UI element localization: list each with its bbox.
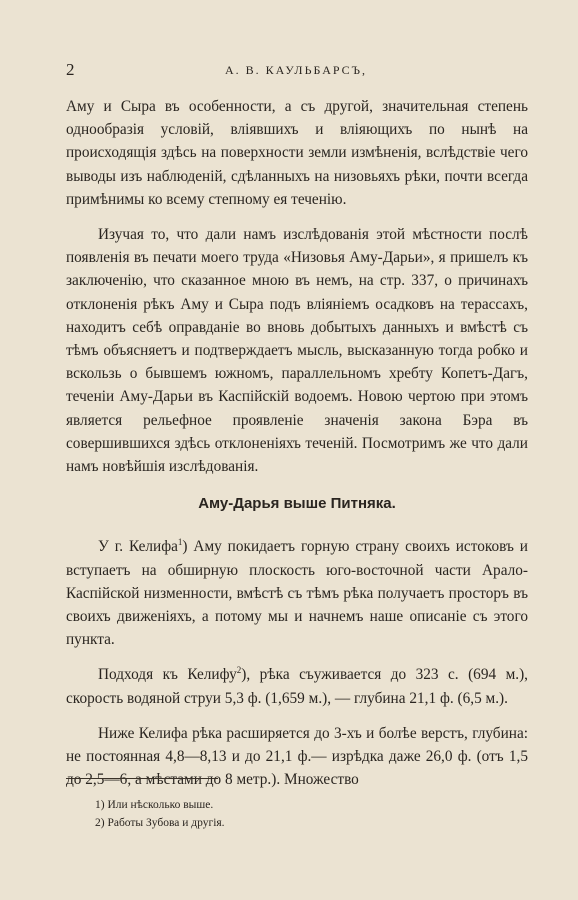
running-head: А. В. КАУЛЬБАРСЪ,	[225, 63, 367, 77]
footnote-ref-2: 2	[236, 665, 242, 676]
footnote-1: 1) Или нѣсколько выше.	[95, 799, 214, 811]
body-text	[66, 95, 528, 803]
paragraph-1: Аму и Сыра въ особенности, а съ другой, значительная степень однообразія условій, вліявшихъ и вліяющихъ по нынѣ на происходящія здѣсь на поверхности земли измѣненія, вслѣдствіе чего выводы изъ наблюденій, сдѣланныхъ на низовьяхъ рѣки, почти всегда примѣнимы ко всему степному ея теченію.	[66, 98, 528, 208]
page-number: 2	[66, 60, 75, 79]
paragraph-3-start: У г. Келифа	[98, 538, 178, 556]
paragraph-4	[66, 663, 528, 709]
footnote-2: 2) Работы Зубова и другія.	[95, 817, 225, 829]
footnotes	[95, 796, 225, 832]
footnote-rule	[66, 778, 218, 779]
paragraph-4-start: Подходя къ Келифу	[98, 666, 237, 684]
paragraph-3	[66, 535, 528, 651]
paragraph-3-rest: ) Аму покидаетъ горную страну своихъ истоковъ и вступаетъ на обширную плоскость юго-восточной части Арало-Каспійской низменности, вмѣстѣ съ тѣмъ рѣка получаетъ просторъ въ своихъ движеніяхъ, а потому мы и начнемъ наше описаніе съ этого пункта.	[66, 538, 528, 649]
section-title: Аму-Дарья выше Питняка.	[198, 495, 396, 513]
footnote-ref-1: 1	[177, 537, 183, 548]
paragraph-2: Изучая то, что дали намъ изслѣдованія этой мѣстности послѣ появленія въ печати моего труда «Низовья Аму-Дарьи», я пришелъ къ заключенію, что сказанное мною въ немъ, на стр. 337, о причинахъ отклоненія рѣкъ Аму и Сыра подъ вліяніемъ осадковъ на терассахъ, находитъ себѣ оправданіе во вновь добытыхъ данныхъ и вмѣстѣ съ тѣмъ объясняетъ и подтверждаетъ мысль, высказанную тогда робко и вскользь о бывшемъ южномъ, параллельномъ хребту Копетъ-Дагъ, теченіи Аму-Дарьи въ Каспійскій водоемъ. Новою чертою при этомъ является рельефное проявленіе значенія закона Бэра въ совершившихся здѣсь отклоненіяхъ теченій. Посмотримъ же что дали намъ новѣйшія изслѣдованія.	[66, 226, 528, 476]
paragraph-4-rest: ), рѣка съуживается до 323 с. (694 м.), скорость водяной струи 5,3 ф. (1,659 м.), — глубина 21,1 ф. (6,5 м.).	[66, 666, 528, 707]
paragraph-5: Ниже Келифа рѣка расширяется до 3-хъ и болѣе верстъ, глубина: не постоянная 4,8—8,13 и до 21,1 ф.— изрѣдка даже 26,0 ф. (отъ 1,5 до 2,5—6, а мѣстами до 8 метр.). Множество	[66, 724, 528, 789]
page-header	[66, 60, 526, 82]
